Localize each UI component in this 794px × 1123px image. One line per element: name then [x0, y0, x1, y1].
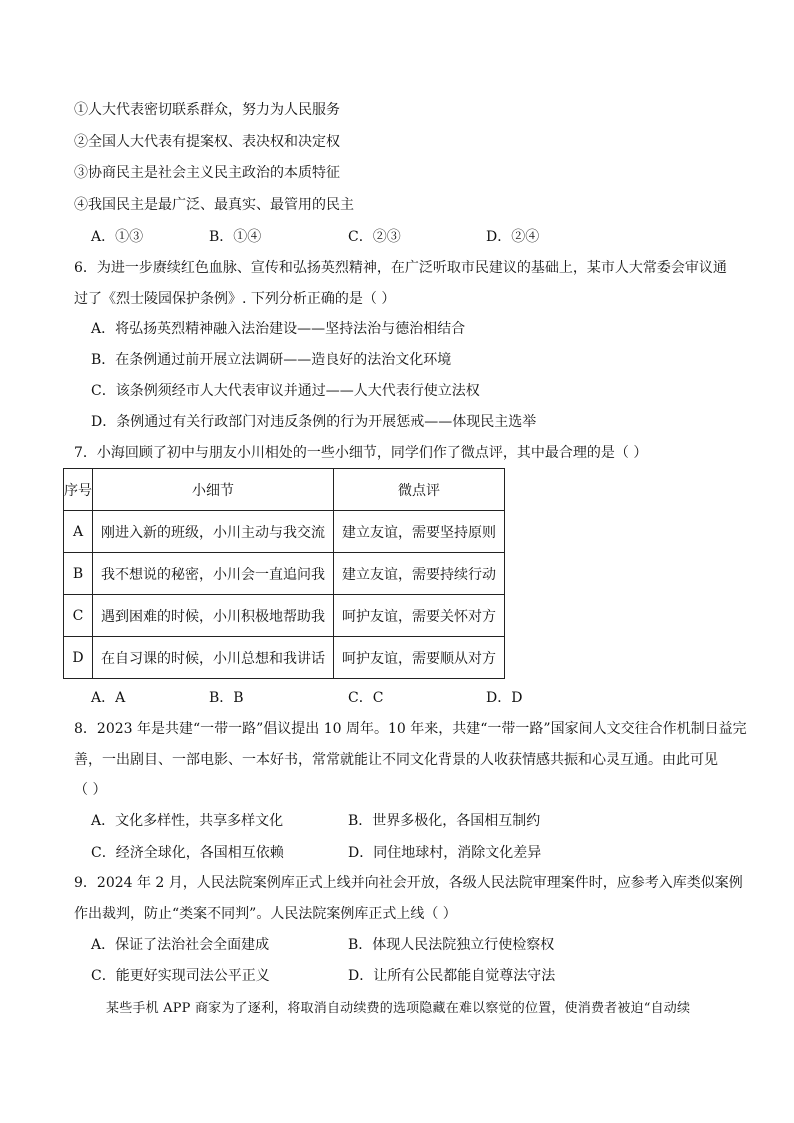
table-cell: D — [64, 637, 93, 679]
q6-stem-line2: 过了《烈士陵园保护条例》. 下列分析正确的是（ ） — [74, 291, 396, 307]
q9-stem-line1: 9．2024 年 2 月，人民法院案例库正式上线并向社会开放，各级人民法院审理案件时，应参考入库类似案例 — [74, 875, 743, 891]
table-header-row — [64, 469, 505, 511]
next-passage-text: 某些手机 APP 商家为了逐利，将取消自动续费的选项隐藏在难以察觉的位置，使消费者被迫“自动续 — [106, 1001, 691, 1016]
table-cell: 刚进入新的班级，小川主动与我交流 — [93, 511, 334, 553]
q9-stem-line2: 作出裁判，防止“类案不同判”。人民法院案例库正式上线（ ） — [74, 906, 457, 922]
q9-option-b: B．体现人民法院独立行使检察权 — [348, 937, 555, 953]
q5-statement-3: ③协商民主是社会主义民主政治的本质特征 — [74, 165, 340, 181]
q9-option-d: D．让所有公民都能自觉尊法守法 — [348, 968, 556, 984]
q8-option-c: C．经济全球化，各国相互依赖 — [91, 845, 284, 861]
table-row — [64, 553, 505, 595]
q5-option-d: D．②④ — [486, 229, 540, 245]
q5-option-a: A．①③ — [91, 229, 144, 245]
q6-option-c: C．该条例须经市人大代表审议并通过——人大代表行使立法权 — [91, 383, 480, 399]
q7-option-b: B．B — [209, 690, 244, 706]
table-cell: 遇到困难的时候，小川积极地帮助我 — [93, 595, 334, 637]
q8-option-a: A．文化多样性，共享多样文化 — [91, 813, 284, 829]
q5-statement-4: ④我国民主是最广泛、最真实、最管用的民主 — [74, 197, 354, 213]
q8-stem-line2: 善，一出剧目、一部电影、一本好书，常常就能让不同文化背景的人收获情感共振和心灵互通。由此可见 — [74, 752, 718, 768]
header-cell: 小细节 — [93, 469, 334, 511]
header-cell: 序号 — [64, 469, 93, 511]
q6-stem-line1: 6．为进一步赓续红色血脉、宣传和弘扬英烈精神，在广泛听取市民建议的基础上，某市人大常委会审议通 — [74, 260, 727, 276]
q6-option-a: A．将弘扬英烈精神融入法治建设——坚持法治与德治相结合 — [91, 321, 466, 337]
table-cell: B — [64, 553, 93, 595]
q5-option-b: B．①④ — [209, 229, 262, 245]
q7-option-c: C．C — [348, 690, 384, 706]
header-cell: 微点评 — [334, 469, 505, 511]
q7-option-d: D．D — [486, 690, 523, 706]
q6-option-b: B．在条例通过前开展立法调研——造良好的法治文化环境 — [91, 352, 452, 368]
table-cell: 呵护友谊，需要关怀对方 — [334, 595, 505, 637]
q8-option-b: B．世界多极化，各国相互制约 — [348, 813, 541, 829]
table-row — [64, 511, 505, 553]
q5-statement-1: ①人大代表密切联系群众，努力为人民服务 — [74, 102, 340, 118]
table-cell: 建立友谊，需要坚持原则 — [334, 511, 505, 553]
q7-option-a: A．A — [91, 690, 126, 706]
table-cell: 建立友谊，需要持续行动 — [334, 553, 505, 595]
q9-option-c: C．能更好实现司法公平正义 — [91, 968, 270, 984]
q8-stem-line1: 8．2023 年是共建“一带一路”倡议提出 10 周年。10 年来，共建“一带一路”国家间人文交往合作机制日益完 — [74, 721, 747, 737]
q7-table — [63, 468, 505, 679]
table-row — [64, 595, 505, 637]
table-cell: A — [64, 511, 93, 553]
table-cell: 在自习课的时候，小川总想和我讲话 — [93, 637, 334, 679]
q8-option-d: D．同住地球村，消除文化差异 — [348, 845, 542, 861]
q9-option-a: A．保证了法治社会全面建成 — [91, 937, 270, 953]
table-cell: 我不想说的秘密，小川会一直追问我 — [93, 553, 334, 595]
q5-statement-2: ②全国人大代表有提案权、表决权和决定权 — [74, 134, 340, 150]
table-cell: C — [64, 595, 93, 637]
table-cell: 呵护友谊，需要顺从对方 — [334, 637, 505, 679]
q8-stem-line3: （ ） — [74, 782, 107, 798]
q5-option-c: C．②③ — [348, 229, 401, 245]
table-row — [64, 637, 505, 679]
q7-stem: 7．小海回顾了初中与朋友小川相处的一些小细节，同学们作了微点评，其中最合理的是（ ） — [74, 445, 648, 461]
q6-option-d: D．条例通过有关行政部门对违反条例的行为开展惩戒——体现民主选举 — [91, 414, 537, 430]
